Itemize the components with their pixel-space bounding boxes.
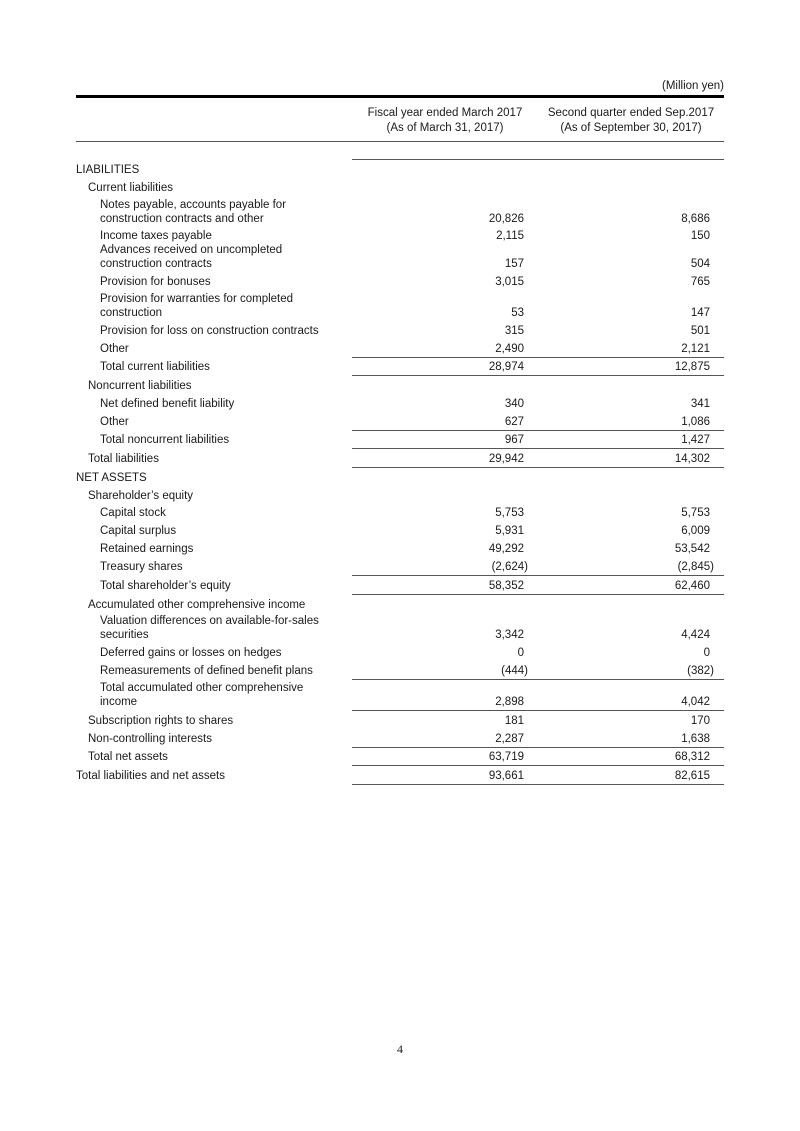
value-q2-2017: 4,042 bbox=[681, 696, 710, 708]
value-fy2017: 2,115 bbox=[496, 230, 524, 242]
total-rule bbox=[352, 747, 538, 748]
value-fy2017: 627 bbox=[504, 416, 524, 428]
value-fy2017: 93,661 bbox=[488, 770, 524, 782]
row-label: Total noncurrent liabilities bbox=[100, 434, 230, 446]
table-row bbox=[0, 523, 800, 538]
value-q2-2017: 8,686 bbox=[681, 213, 710, 225]
table-row bbox=[0, 396, 800, 411]
value-fy2017: 967 bbox=[504, 434, 524, 446]
value-fy2017: 3,342 bbox=[495, 629, 524, 641]
total-rule bbox=[352, 357, 538, 358]
total-rule bbox=[538, 430, 724, 431]
total-rule bbox=[538, 448, 724, 449]
value-q2-2017: 5,753 bbox=[681, 507, 710, 519]
total-rule bbox=[352, 375, 538, 376]
value-fy2017: 2,287 bbox=[495, 733, 524, 745]
table-row bbox=[0, 578, 800, 593]
table-row bbox=[0, 414, 800, 429]
value-fy2017: 157 bbox=[504, 258, 524, 270]
value-q2-2017: 82,615 bbox=[674, 770, 710, 782]
row-label-line: Advances received on uncompleted bbox=[100, 244, 283, 256]
row-label: Noncurrent liabilities bbox=[88, 380, 192, 392]
value-q2-2017: 62,460 bbox=[674, 580, 710, 592]
row-label-line: construction contracts bbox=[100, 258, 212, 270]
row-label: Other bbox=[100, 343, 129, 355]
table-row bbox=[0, 470, 800, 485]
row-label: Subscription rights to shares bbox=[88, 715, 234, 727]
row-label: Capital stock bbox=[100, 507, 166, 519]
value-q2-2017: (382) bbox=[687, 665, 714, 677]
row-label bbox=[100, 198, 286, 226]
value-fy2017: (444) bbox=[501, 665, 528, 677]
row-label: Total liabilities and net assets bbox=[76, 770, 225, 782]
value-q2-2017: 1,086 bbox=[681, 416, 710, 428]
row-label-line: Valuation differences on available-for-sales bbox=[100, 615, 319, 627]
table-row bbox=[0, 713, 800, 728]
value-fy2017: 29,942 bbox=[488, 453, 524, 465]
table-top-rule bbox=[76, 95, 724, 98]
value-q2-2017: 53,542 bbox=[674, 543, 710, 555]
table-row bbox=[0, 768, 800, 783]
table-row bbox=[0, 196, 800, 226]
row-label-line: Provision for warranties for completed bbox=[100, 293, 294, 305]
column-header-line: Second quarter ended Sep.2017 bbox=[547, 107, 715, 119]
unit-label: (Million yen) bbox=[662, 80, 724, 92]
total-rule bbox=[352, 448, 538, 449]
table-row bbox=[0, 290, 800, 320]
row-label: Accumulated other comprehensive income bbox=[88, 599, 306, 611]
column-header-line: (As of March 31, 2017) bbox=[386, 122, 504, 134]
table-row bbox=[0, 323, 800, 338]
value-fy2017: 3,015 bbox=[495, 276, 524, 288]
row-label: Total net assets bbox=[88, 751, 168, 763]
total-rule bbox=[538, 784, 724, 785]
total-rule bbox=[538, 594, 724, 595]
table-row bbox=[0, 432, 800, 447]
value-q2-2017: 0 bbox=[703, 647, 710, 659]
table-row bbox=[0, 559, 800, 574]
row-label: Shareholder’s equity bbox=[88, 490, 194, 502]
table-row bbox=[0, 597, 800, 612]
total-rule bbox=[352, 765, 538, 766]
value-q2-2017: 1,427 bbox=[681, 434, 710, 446]
row-label: Total current liabilities bbox=[100, 361, 210, 373]
value-q2-2017: 147 bbox=[690, 307, 710, 319]
total-rule bbox=[538, 747, 724, 748]
row-label: Total liabilities bbox=[88, 453, 159, 465]
total-rule bbox=[538, 357, 724, 358]
table-row bbox=[0, 749, 800, 764]
table-row bbox=[0, 541, 800, 556]
total-rule bbox=[352, 575, 538, 576]
row-label bbox=[100, 292, 293, 320]
value-fy2017: 340 bbox=[504, 398, 524, 410]
row-label: Retained earnings bbox=[100, 543, 194, 555]
value-fy2017: 5,753 bbox=[495, 507, 524, 519]
table-row bbox=[0, 162, 800, 177]
table-row bbox=[0, 731, 800, 746]
value-fy2017: 0 bbox=[517, 647, 524, 659]
value-q2-2017: 68,312 bbox=[674, 751, 710, 763]
table-row bbox=[0, 663, 800, 678]
total-rule bbox=[352, 784, 538, 785]
row-label: Provision for bonuses bbox=[100, 276, 211, 288]
row-label: Remeasurements of defined benefit plans bbox=[100, 665, 313, 677]
row-label-line: income bbox=[100, 696, 138, 708]
row-label: Total shareholder’s equity bbox=[100, 580, 231, 592]
value-q2-2017: 341 bbox=[690, 398, 710, 410]
table-row bbox=[0, 180, 800, 195]
table-row bbox=[0, 505, 800, 520]
row-label: NET ASSETS bbox=[76, 472, 147, 484]
total-rule bbox=[538, 467, 724, 468]
value-fy2017: 63,719 bbox=[488, 751, 524, 763]
table-row bbox=[0, 451, 800, 466]
value-q2-2017: 765 bbox=[690, 276, 710, 288]
table-row bbox=[0, 612, 800, 642]
table-row bbox=[0, 241, 800, 271]
total-rule bbox=[538, 575, 724, 576]
values-top-rule bbox=[352, 159, 724, 160]
row-label: Other bbox=[100, 416, 129, 428]
value-fy2017: 181 bbox=[504, 715, 524, 727]
value-fy2017: 20,826 bbox=[488, 213, 524, 225]
total-rule bbox=[538, 710, 724, 711]
row-label: LIABILITIES bbox=[76, 164, 140, 176]
value-fy2017: 58,352 bbox=[488, 580, 524, 592]
value-fy2017: 2,898 bbox=[495, 696, 524, 708]
row-label bbox=[100, 243, 282, 271]
row-label: Income taxes payable bbox=[100, 230, 212, 242]
header-bottom-rule bbox=[76, 141, 724, 142]
row-label-line: construction contracts and other bbox=[100, 213, 264, 225]
table-row bbox=[0, 378, 800, 393]
value-fy2017: 49,292 bbox=[488, 543, 524, 555]
total-rule bbox=[352, 430, 538, 431]
row-label-line: securities bbox=[100, 629, 149, 641]
row-label bbox=[100, 614, 319, 642]
value-q2-2017: 150 bbox=[690, 230, 710, 242]
row-label-line: construction bbox=[100, 307, 163, 319]
page-number: 4 bbox=[397, 1042, 403, 1056]
column-header-line: (As of September 30, 2017) bbox=[560, 122, 702, 134]
column-header-q2-2017 bbox=[538, 106, 724, 136]
row-label: Non-controlling interests bbox=[88, 733, 213, 745]
row-label: Provision for loss on construction contracts bbox=[100, 325, 319, 337]
value-q2-2017: 14,302 bbox=[674, 453, 710, 465]
table-row bbox=[0, 679, 800, 709]
total-rule bbox=[538, 765, 724, 766]
row-label: Net defined benefit liability bbox=[100, 398, 235, 410]
table-row bbox=[0, 359, 800, 374]
row-label: Deferred gains or losses on hedges bbox=[100, 647, 282, 659]
column-header-fy2017 bbox=[352, 106, 538, 136]
value-q2-2017: 6,009 bbox=[681, 525, 710, 537]
total-rule bbox=[352, 710, 538, 711]
value-q2-2017: 501 bbox=[690, 325, 710, 337]
table-row bbox=[0, 274, 800, 289]
value-fy2017: 5,931 bbox=[495, 525, 524, 537]
value-q2-2017: 4,424 bbox=[681, 629, 710, 641]
table-row bbox=[0, 645, 800, 660]
total-rule bbox=[352, 467, 538, 468]
total-rule bbox=[538, 375, 724, 376]
value-fy2017: 28,974 bbox=[488, 361, 524, 373]
table-row bbox=[0, 341, 800, 356]
row-label-line: Total accumulated other comprehensive bbox=[100, 682, 304, 694]
value-q2-2017: 12,875 bbox=[674, 361, 710, 373]
value-q2-2017: 2,121 bbox=[681, 343, 710, 355]
row-label: Treasury shares bbox=[100, 561, 183, 573]
column-header-line: Fiscal year ended March 2017 bbox=[367, 107, 523, 119]
value-fy2017: 315 bbox=[504, 325, 524, 337]
table-row bbox=[0, 488, 800, 503]
row-label bbox=[100, 681, 303, 709]
value-q2-2017: 504 bbox=[690, 258, 710, 270]
value-q2-2017: (2,845) bbox=[677, 561, 714, 573]
value-fy2017: 53 bbox=[511, 307, 524, 319]
row-label-line: Notes payable, accounts payable for bbox=[100, 199, 287, 211]
value-fy2017: (2,624) bbox=[491, 561, 528, 573]
value-q2-2017: 1,638 bbox=[681, 733, 710, 745]
value-q2-2017: 170 bbox=[690, 715, 710, 727]
value-fy2017: 2,490 bbox=[495, 343, 524, 355]
row-label: Current liabilities bbox=[88, 182, 174, 194]
total-rule bbox=[352, 594, 538, 595]
row-label: Capital surplus bbox=[100, 525, 177, 537]
